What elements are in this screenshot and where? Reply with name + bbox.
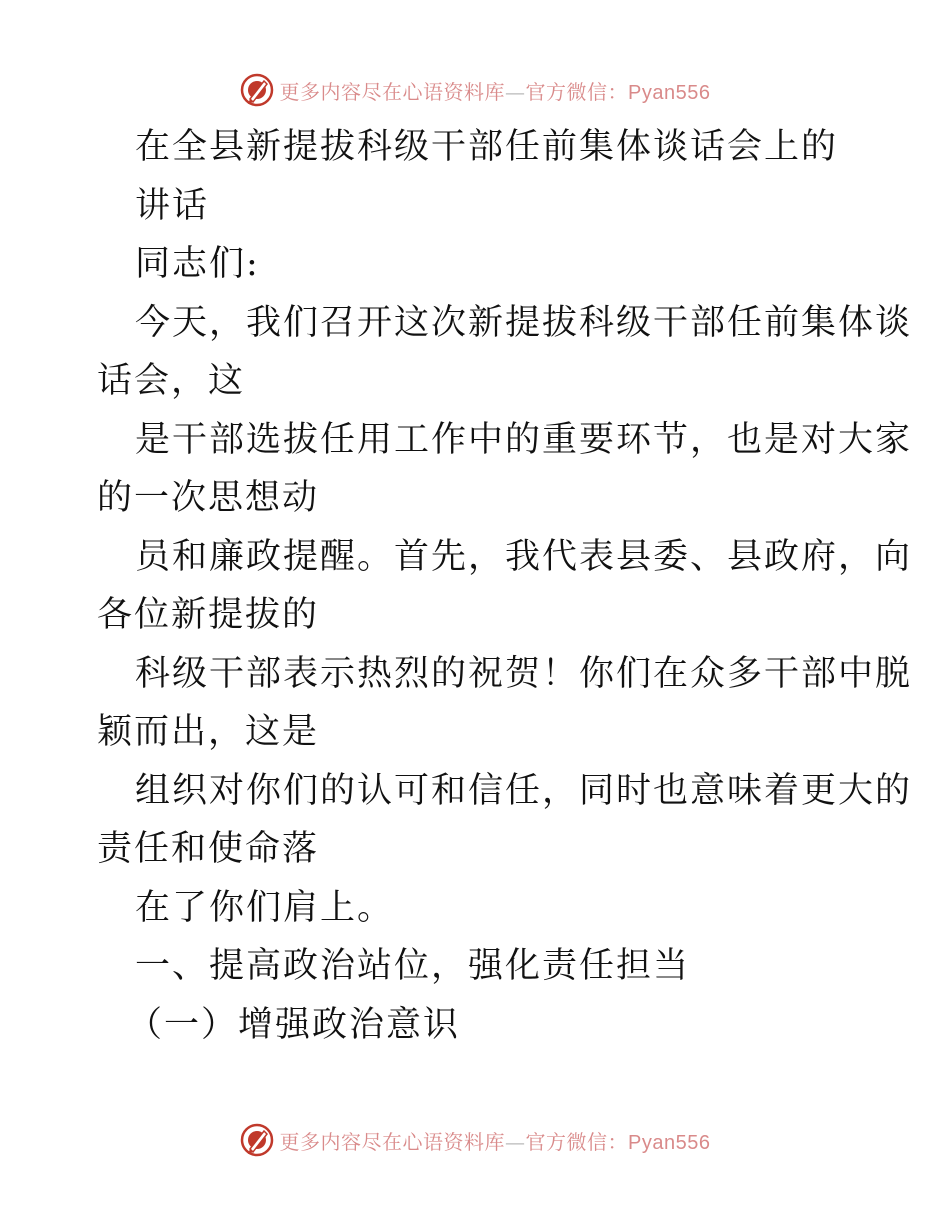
paragraph-line: 在了你们肩上。: [135, 887, 395, 928]
watermark-text: [280, 1126, 711, 1155]
paragraph-line: 今天，我们召开这次新提拔科级干部任前集体谈: [135, 302, 913, 343]
paragraph-line: 在全县新提拔科级干部任前集体谈话会上的: [135, 127, 839, 167]
paragraph-line: 组织对你们的认可和信任，同时也意味着更大的: [135, 770, 913, 811]
header-watermark: [0, 70, 950, 110]
paragraph-line: （一）增强政治意识: [127, 1004, 461, 1045]
paragraph-line: 员和廉政提醒。首先，我代表县委、县政府，向: [135, 536, 913, 577]
paragraph-line: 同志们:: [135, 244, 260, 284]
watermark-main: 更多内容尽在心语资料库: [279, 79, 506, 104]
watermark-separator: —: [505, 79, 526, 104]
paragraph-line: 各位新提拔的: [97, 595, 320, 635]
pen-logo-icon: [240, 73, 274, 107]
paragraph-line: 的一次思想动: [97, 478, 320, 518]
watermark-wechat-label: 官方微信：: [525, 1129, 629, 1154]
watermark-wechat-label: 官方微信：: [525, 79, 629, 104]
watermark-separator: —: [505, 1129, 526, 1154]
paragraph-line: 责任和使命落: [97, 829, 320, 869]
footer-watermark: [0, 1120, 950, 1160]
document-body: [97, 118, 913, 1054]
paragraph-line: 讲话: [135, 185, 210, 226]
watermark-wechat-id: Pyan556: [628, 81, 711, 104]
pen-logo-icon: [240, 1123, 274, 1157]
paragraph-line: 科级干部表示热烈的祝贺！你们在众多干部中脱: [135, 653, 913, 694]
watermark-text: [280, 76, 711, 105]
paragraph-line: 颖而出，这是: [97, 712, 320, 752]
paragraph-line: 话会，这: [97, 361, 246, 401]
paragraph-line: 是干部选拔任用工作中的重要环节，也是对大家: [135, 419, 913, 460]
watermark-main: 更多内容尽在心语资料库: [279, 1129, 506, 1154]
watermark-wechat-id: Pyan556: [628, 1131, 711, 1154]
paragraph-line: 一、提高政治站位，强化责任担当: [135, 946, 691, 986]
